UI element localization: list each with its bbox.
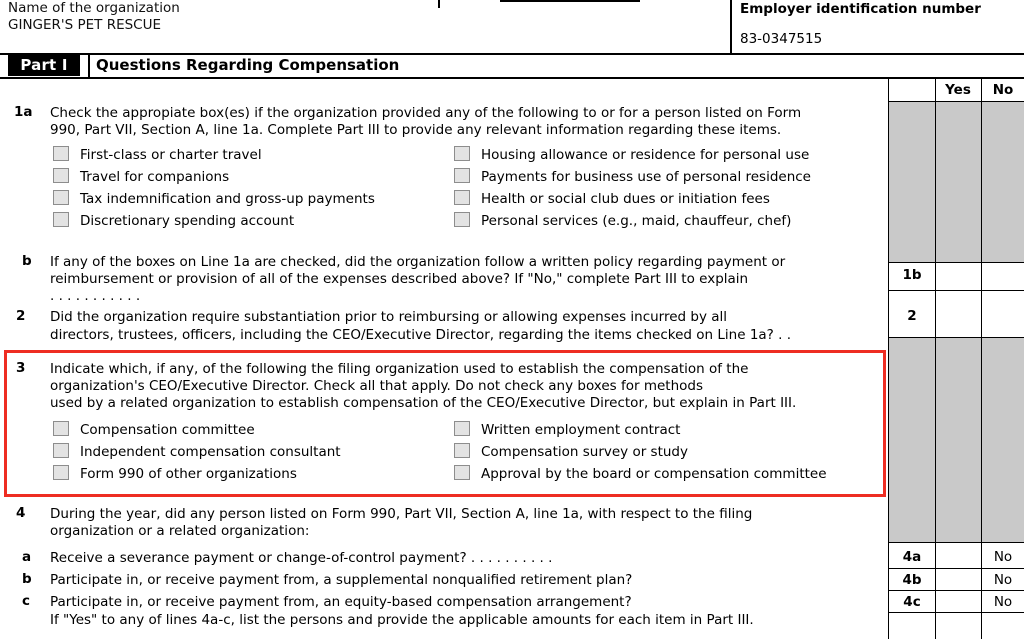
row-label-4b: 4b [902,572,922,588]
checkbox-business-use-residence[interactable] [454,168,470,183]
column-header-yes: Yes [945,82,971,98]
shaded-no-3 [982,337,1024,542]
checkbox-club-dues[interactable] [454,190,470,205]
line-number-4c: c [22,593,31,609]
line-4c-followup-text: If "Yes" to any of lines 4a-c, list the persons and provide the applicable amounts for each item in Part III. [50,612,754,628]
checkbox-compensation-committee[interactable] [53,421,69,436]
shaded-yes-1a [936,102,981,262]
part-band-bottom-rule [0,77,1024,79]
checkbox-independent-consultant[interactable] [53,443,69,458]
header-stub-tick-2 [500,0,640,2]
line-2-text-1: Did the organization require substantiation prior to reimbursing or allowing expenses incurred by all [50,309,728,325]
answer-row-rule-1b-bot [888,290,1024,291]
checkbox-housing-allowance[interactable] [454,146,470,161]
ein-label: Employer identification number [740,1,981,17]
checkbox-label-independent-consultant: Independent compensation consultant [80,444,341,460]
checkbox-label-tax-indemnification: Tax indemnification and gross-up payments [80,191,375,207]
organization-name-label: Name of the organization [8,0,180,16]
row-label-4c: 4c [903,594,921,610]
line-1a-text-1: Check the appropiate box(es) if the organization provided any of the following to or for a person listed on Form [50,105,802,121]
checkbox-label-housing-allowance: Housing allowance or residence for personal use [481,147,810,163]
answer-row-rule-4b-bot [888,590,1024,591]
checkbox-label-written-employment-contract: Written employment contract [481,422,681,438]
checkbox-travel-for-companions[interactable] [53,168,69,183]
answer-no-4c[interactable]: No [993,594,1013,610]
checkbox-label-business-use-residence: Payments for business use of personal residence [481,169,811,185]
answer-row-rule-4c-bot [888,612,1024,613]
header-stub-tick-1 [438,0,440,8]
line-number-3: 3 [16,360,26,376]
line-3-text-2: organization's CEO/Executive Director. Check all that apply. Do not check any boxes for methods [50,378,704,394]
answer-row-rule-4a-top [888,542,1024,543]
column-header-no: No [992,82,1014,98]
checkbox-personal-services[interactable] [454,212,470,227]
organization-name-value: GINGER'S PET RESCUE [8,17,162,33]
ein-block [740,0,1020,48]
checkbox-discretionary-spending[interactable] [53,212,69,227]
checkbox-label-form-990-other-orgs: Form 990 of other organizations [80,466,297,482]
part-band-separator [88,53,90,78]
line-number-4a: a [22,549,32,565]
shaded-yes-3 [936,337,981,542]
part-i-title: Questions Regarding Compensation [96,56,400,74]
checkbox-label-compensation-survey: Compensation survey or study [481,444,688,460]
row-label-1b: 1b [902,267,922,283]
line-number-2: 2 [16,308,26,324]
checkbox-first-class-travel[interactable] [53,146,69,161]
line-1b-leader-dots: . . . . . . . . . . . [50,288,141,304]
line-4a-text: Receive a severance payment or change-of-control payment? . . . . . . . . . . [50,550,553,566]
shaded-cell-1a [889,102,935,262]
checkbox-compensation-survey[interactable] [454,443,470,458]
line-1a-text-2: 990, Part VII, Section A, line 1a. Complete Part III to provide any relevant information regarding these items. [50,122,782,138]
line-number-1b: b [22,253,32,269]
checkbox-label-travel-for-companions: Travel for companions [80,169,230,185]
checkbox-tax-indemnification[interactable] [53,190,69,205]
answer-row-rule-2-bot [888,337,1024,338]
line-4b-text: Participate in, or receive payment from, a supplemental nonqualified retirement plan? [50,572,633,588]
line-2-text-2: directors, trustees, officers, including the CEO/Executive Director, regarding the items checked on Line 1a? . . [50,327,792,343]
checkbox-board-approval[interactable] [454,465,470,480]
line-1b-text-1: If any of the boxes on Line 1a are checked, did the organization follow a written policy regarding payment or [50,254,786,270]
shaded-no-1a [982,102,1024,262]
answer-no-4a[interactable]: No [993,549,1013,565]
row-label-4a: 4a [902,549,922,565]
line-number-4b: b [22,571,32,587]
line-4-text-1: During the year, did any person listed on Form 990, Part VII, Section A, line 1a, with respect to the filing [50,506,753,522]
line-3-text-1: Indicate which, if any, of the following the filing organization used to establish the compensation of the [50,361,749,377]
part-i-badge: Part I [8,55,80,76]
shaded-cell-3 [889,337,935,542]
line-4-text-2: organization or a related organization: [50,523,310,539]
checkbox-label-first-class-travel: First-class or charter travel [80,147,262,163]
checkbox-label-personal-services: Personal services (e.g., maid, chauffeur, chef) [481,213,792,229]
checkbox-written-employment-contract[interactable] [454,421,470,436]
form-header [0,0,1024,57]
answer-no-4b[interactable]: No [993,572,1013,588]
header-divider [730,0,732,55]
checkbox-label-compensation-committee: Compensation committee [80,422,255,438]
line-number-4: 4 [16,505,26,521]
line-number-1a: 1a [14,104,33,120]
checkbox-form-990-other-orgs[interactable] [53,465,69,480]
row-label-2: 2 [907,308,917,324]
line-1b-text-2: reimbursement or provision of all of the expenses described above? If "No," complete Part III to explain [50,271,749,287]
checkbox-label-board-approval: Approval by the board or compensation committee [481,466,827,482]
answer-row-rule-1b-top [888,262,1024,263]
answer-row-rule-4a-bot [888,568,1024,569]
checkbox-label-club-dues: Health or social club dues or initiation fees [481,191,770,207]
part-i-band [0,53,1024,78]
line-4c-text: Participate in, or receive payment from, an equity-based compensation arrangement? [50,594,632,610]
line-3-text-3: used by a related organization to establish compensation of the CEO/Executive Director, but explain in Part III. [50,395,797,411]
checkbox-label-discretionary-spending: Discretionary spending account [80,213,295,229]
organization-name-block [8,0,728,34]
ein-value: 83-0347515 [740,31,823,47]
